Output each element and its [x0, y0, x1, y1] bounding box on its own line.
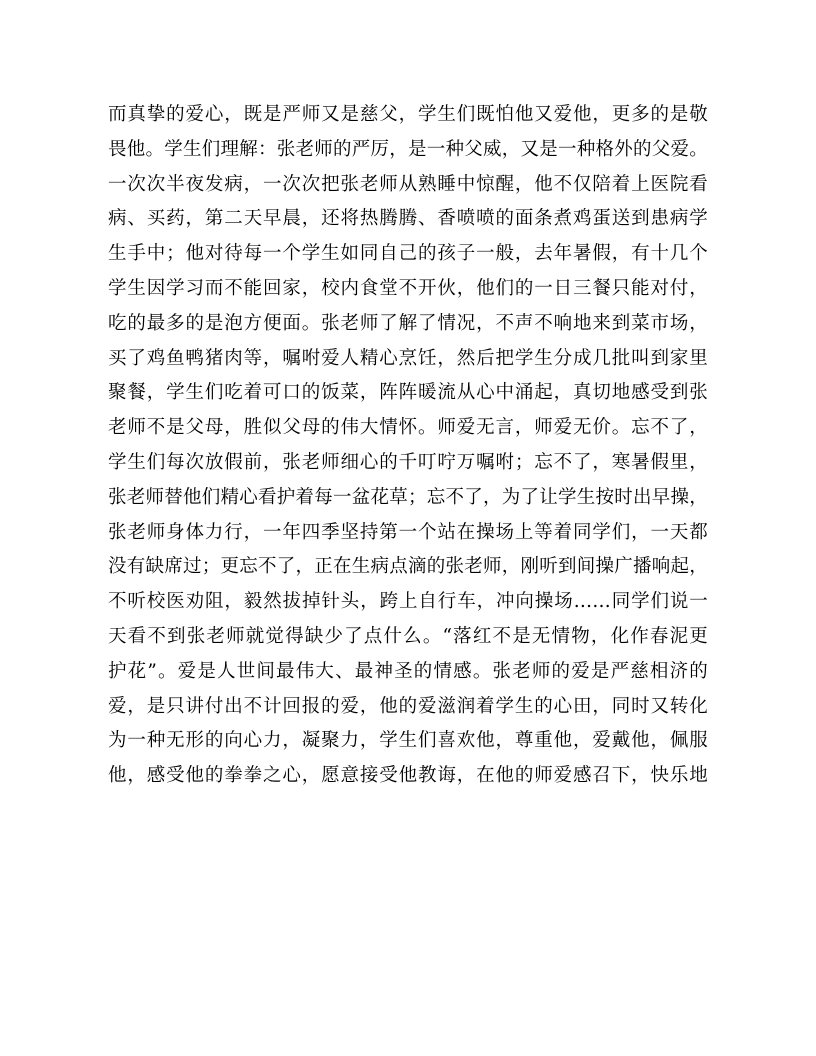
text-line: 没有缺席过；更忘不了，正在生病点滴的张老师，刚听到间操广播响起，	[108, 556, 708, 578]
text-line: 张老师替他们精心看护着每一盆花草；忘不了，为了让学生按时出早操，	[108, 486, 708, 508]
text-line: 护花”。爱是人世间最伟大、最神圣的情感。张老师的爱是严慈相济的	[108, 660, 708, 682]
text-line: 学生们每次放假前，张老师细心的千叮咛万嘱咐；忘不了，寒暑假里，	[108, 451, 708, 473]
text-line: 吃的最多的是泡方便面。张老师了解了情况，不声不响地来到菜市场，	[108, 312, 708, 334]
text-line: 老师不是父母，胜似父母的伟大情怀。师爱无言，师爱无价。忘不了，	[108, 417, 708, 439]
text-line: 张老师身体力行，一年四季坚持第一个站在操场上等着同学们，一天都	[108, 521, 708, 543]
text-line: 买了鸡鱼鸭猪肉等，嘱咐爱人精心烹饪，然后把学生分成几批叫到家里	[108, 347, 708, 369]
body-text	[108, 98, 708, 794]
text-line: 不听校医劝阻，毅然拔掉针头，跨上自行车，冲向操场……同学们说一	[108, 591, 708, 613]
text-line: 他，感受他的拳拳之心，愿意接受他教诲，在他的师爱感召下，快乐地	[108, 765, 708, 787]
text-line: 而真挚的爱心，既是严师又是慈父，学生们既怕他又爱他，更多的是敬	[108, 104, 708, 125]
text-line: 生手中；他对待每一个学生如同自己的孩子一般，去年暑假，有十几个	[108, 243, 708, 265]
text-line: 爱，是只讲付出不计回报的爱，他的爱滋润着学生的心田，同时又转化	[108, 695, 708, 717]
text-line: 学生因学习而不能回家，校内食堂不开伙，他们的一日三餐只能对付，	[108, 277, 708, 299]
text-line: 畏他。学生们理解：张老师的严厉，是一种父威，又是一种格外的父爱。	[108, 138, 708, 160]
text-line: 为一种无形的向心力，凝聚力，学生们喜欢他，尊重他，爱戴他，佩服	[108, 730, 708, 752]
text-line: 一次次半夜发病，一次次把张老师从熟睡中惊醒，他不仅陪着上医院看	[108, 173, 708, 195]
text-line: 天看不到张老师就觉得缺少了点什么。“落红不是无情物，化作春泥更	[108, 625, 708, 647]
text-line: 聚餐，学生们吃着可口的饭菜，阵阵暖流从心中涌起，真切地感受到张	[108, 382, 708, 404]
text-line: 病、买药，第二天早晨，还将热腾腾、香喷喷的面条煮鸡蛋送到患病学	[108, 208, 708, 230]
